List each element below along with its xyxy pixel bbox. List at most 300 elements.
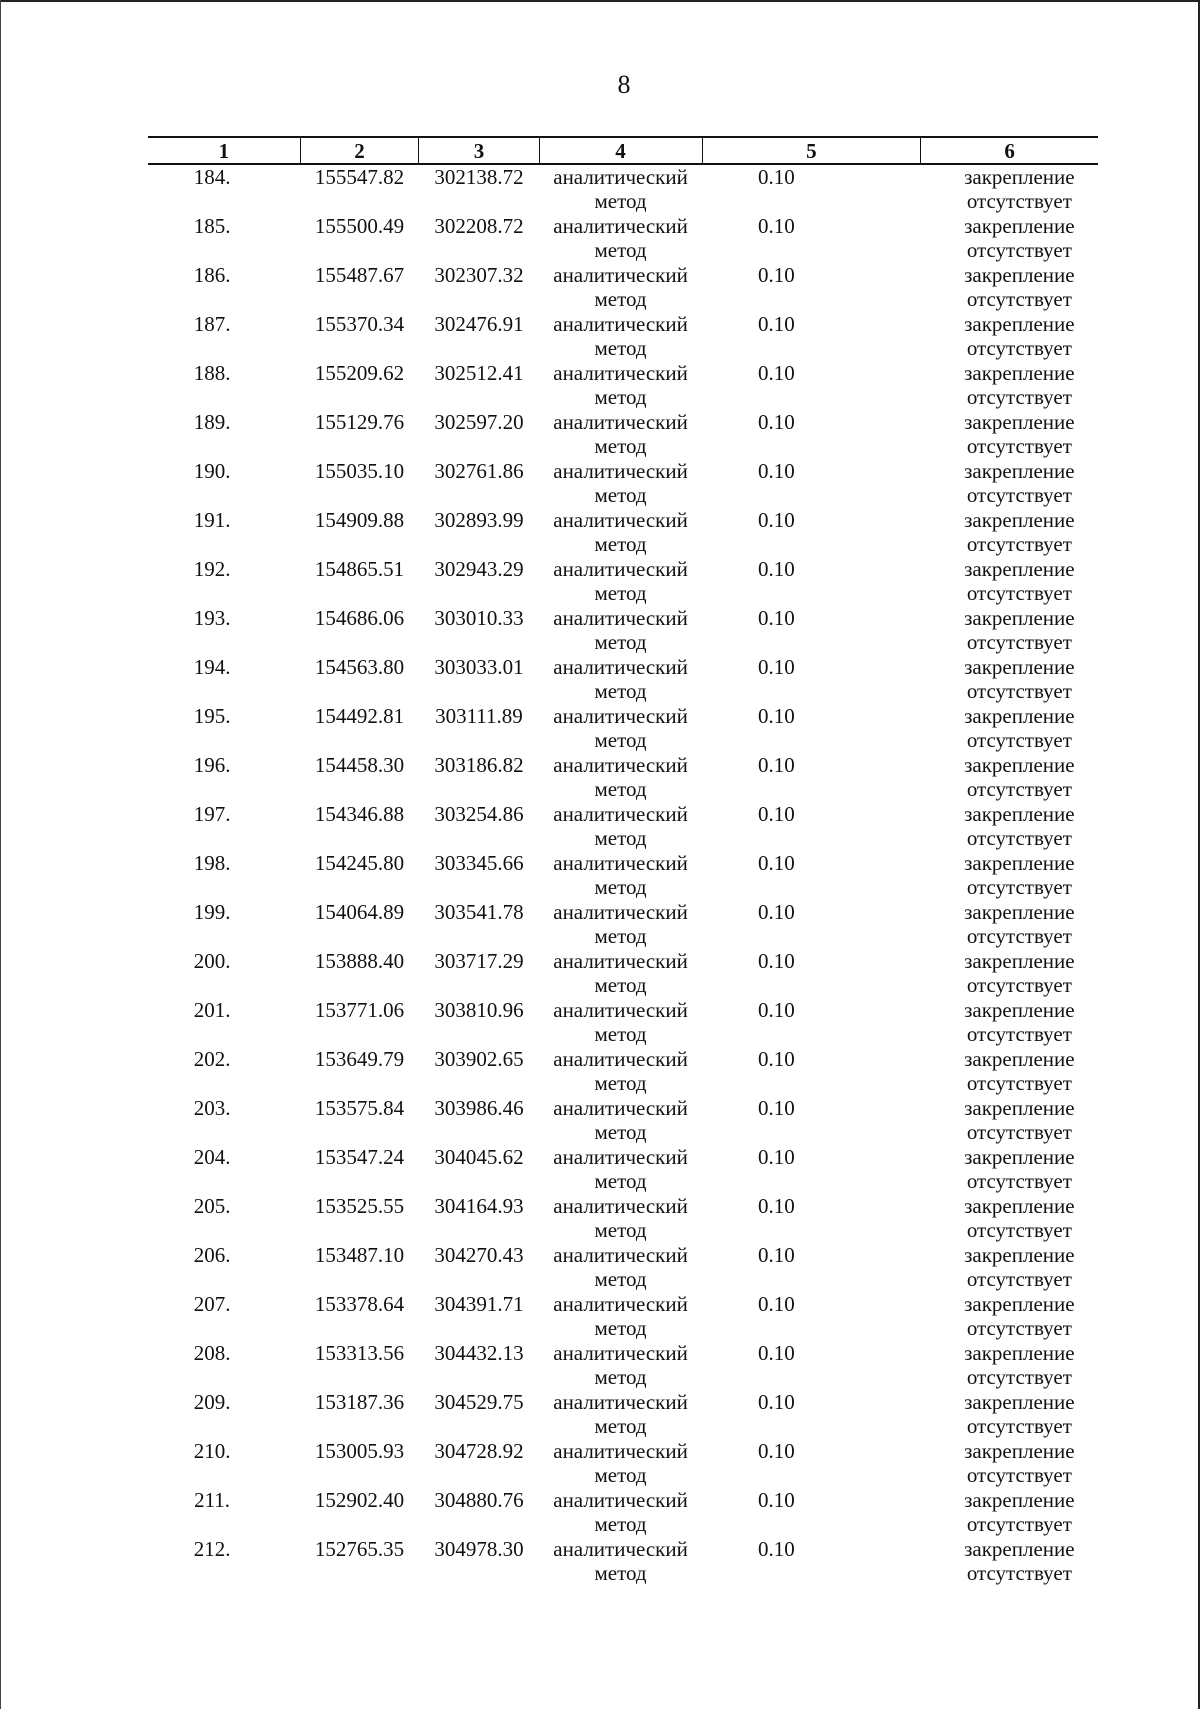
method-line-1: аналитический [553, 606, 688, 630]
point-number: 192. [193, 557, 231, 581]
coord-x: 155209.62 [314, 361, 405, 385]
method-line-2: метод [594, 189, 647, 213]
method-line-1: аналитический [553, 851, 688, 875]
method-cell [539, 1194, 702, 1243]
fixing-line-1: закрепление [964, 802, 1075, 826]
method-cell [539, 361, 702, 410]
fixing-line-2: отсутствует [966, 924, 1072, 948]
coordinates-table [148, 136, 1098, 1586]
method-cell [539, 1047, 702, 1096]
coord-y: 303902.65 [434, 1047, 524, 1071]
coord-y: 303541.78 [434, 900, 524, 924]
fixing-line-2: отсутствует [966, 336, 1072, 360]
header-row [148, 137, 1098, 164]
fixing-line-2: отсутствует [966, 777, 1072, 801]
fixing-line-2: отсутствует [966, 434, 1072, 458]
point-number: 199. [193, 900, 231, 924]
coord-x: 154346.88 [314, 802, 405, 826]
method-line-2: метод [594, 679, 647, 703]
coord-y: 304880.76 [434, 1488, 524, 1512]
fixing-cell [921, 164, 1098, 214]
accuracy: 0.10 [758, 655, 795, 679]
accuracy: 0.10 [758, 753, 795, 777]
point-number: 210. [193, 1439, 231, 1463]
coord-x: 153005.93 [314, 1439, 405, 1463]
table-row [148, 1047, 1098, 1096]
header-col-3: 3 [419, 137, 539, 164]
accuracy: 0.10 [758, 998, 795, 1022]
accuracy: 0.10 [758, 1047, 795, 1071]
coord-y: 303986.46 [434, 1096, 524, 1120]
fixing-line-1: закрепление [964, 1096, 1075, 1120]
table-row [148, 1439, 1098, 1488]
method-line-1: аналитический [553, 165, 688, 189]
coord-x: 155370.34 [314, 312, 405, 336]
point-number: 193. [193, 606, 231, 630]
accuracy: 0.10 [758, 410, 795, 434]
fixing-line-2: отсутствует [966, 630, 1072, 654]
point-number: 186. [193, 263, 231, 287]
table-body [148, 164, 1098, 1586]
method-line-1: аналитический [553, 312, 688, 336]
table-row [148, 1145, 1098, 1194]
coord-x: 153487.10 [314, 1243, 405, 1267]
coord-y: 304529.75 [434, 1390, 524, 1414]
accuracy: 0.10 [758, 214, 795, 238]
method-cell [539, 606, 702, 655]
coord-y: 302943.29 [434, 557, 524, 581]
fixing-line-2: отсутствует [966, 826, 1072, 850]
fixing-line-2: отсутствует [966, 1218, 1072, 1242]
point-number: 189. [193, 410, 231, 434]
coord-y: 302761.86 [434, 459, 524, 483]
accuracy: 0.10 [758, 1537, 795, 1561]
point-number: 194. [193, 655, 231, 679]
coord-y: 302208.72 [434, 214, 524, 238]
method-cell [539, 1292, 702, 1341]
point-number: 191. [193, 508, 231, 532]
page-border-left [0, 0, 1, 1709]
method-cell [539, 1537, 702, 1586]
method-cell [539, 1439, 702, 1488]
fixing-cell [921, 1292, 1098, 1341]
method-line-2: метод [594, 777, 647, 801]
table-row [148, 410, 1098, 459]
accuracy: 0.10 [758, 165, 795, 189]
table-row [148, 1096, 1098, 1145]
point-number: 201. [193, 998, 231, 1022]
coord-x: 153888.40 [314, 949, 405, 973]
fixing-line-2: отсутствует [966, 1414, 1072, 1438]
point-number: 212. [193, 1537, 231, 1561]
method-line-1: аналитический [553, 410, 688, 434]
table-row [148, 1488, 1098, 1537]
fixing-line-1: закрепление [964, 1537, 1075, 1561]
table-row [148, 312, 1098, 361]
method-cell [539, 802, 702, 851]
header-col-4: 4 [539, 137, 702, 164]
coord-x: 154492.81 [314, 704, 405, 728]
fixing-cell [921, 704, 1098, 753]
point-number: 187. [193, 312, 231, 336]
fixing-line-2: отсутствует [966, 1463, 1072, 1487]
coord-y: 304728.92 [434, 1439, 524, 1463]
fixing-line-1: закрепление [964, 214, 1075, 238]
accuracy: 0.10 [758, 459, 795, 483]
fixing-line-2: отсутствует [966, 679, 1072, 703]
method-cell [539, 164, 702, 214]
accuracy: 0.10 [758, 1194, 795, 1218]
fixing-line-1: закрепление [964, 263, 1075, 287]
fixing-cell [921, 606, 1098, 655]
method-line-1: аналитический [553, 361, 688, 385]
header-col-6: 6 [921, 137, 1098, 164]
method-line-1: аналитический [553, 802, 688, 826]
accuracy: 0.10 [758, 851, 795, 875]
coord-y: 302512.41 [434, 361, 524, 385]
accuracy: 0.10 [758, 1390, 795, 1414]
method-cell [539, 704, 702, 753]
coord-x: 155487.67 [314, 263, 405, 287]
method-cell [539, 998, 702, 1047]
coord-y: 303111.89 [435, 704, 523, 728]
page-number: 8 [617, 70, 631, 99]
fixing-line-2: отсутствует [966, 1316, 1072, 1340]
method-cell [539, 214, 702, 263]
fixing-line-2: отсутствует [966, 189, 1072, 213]
fixing-line-2: отсутствует [966, 1022, 1072, 1046]
method-line-1: аналитический [553, 998, 688, 1022]
fixing-cell [921, 802, 1098, 851]
method-line-2: метод [594, 973, 647, 997]
fixing-line-1: закрепление [964, 361, 1075, 385]
table-header [148, 137, 1098, 164]
fixing-line-1: закрепление [964, 1194, 1075, 1218]
method-line-1: аналитический [553, 1488, 688, 1512]
fixing-line-1: закрепление [964, 998, 1075, 1022]
fixing-cell [921, 214, 1098, 263]
fixing-cell [921, 753, 1098, 802]
coord-x: 153575.84 [314, 1096, 405, 1120]
point-number: 204. [193, 1145, 231, 1169]
coord-y: 304391.71 [434, 1292, 524, 1316]
fixing-line-1: закрепление [964, 1292, 1075, 1316]
coord-x: 153313.56 [314, 1341, 405, 1365]
coord-y: 304432.13 [434, 1341, 524, 1365]
coord-y: 303254.86 [434, 802, 524, 826]
fixing-cell [921, 1537, 1098, 1586]
table-row [148, 949, 1098, 998]
accuracy: 0.10 [758, 361, 795, 385]
method-line-1: аналитический [553, 1145, 688, 1169]
method-line-2: метод [594, 630, 647, 654]
fixing-line-2: отсутствует [966, 238, 1072, 262]
method-cell [539, 557, 702, 606]
coord-y: 302597.20 [434, 410, 524, 434]
fixing-line-1: закрепление [964, 704, 1075, 728]
method-line-1: аналитический [553, 1439, 688, 1463]
fixing-line-1: закрепление [964, 508, 1075, 532]
accuracy: 0.10 [758, 802, 795, 826]
coord-x: 155547.82 [314, 165, 405, 189]
method-line-1: аналитический [553, 1341, 688, 1365]
accuracy: 0.10 [758, 263, 795, 287]
fixing-line-1: закрепление [964, 312, 1075, 336]
accuracy: 0.10 [758, 1488, 795, 1512]
fixing-line-2: отсутствует [966, 875, 1072, 899]
fixing-line-2: отсутствует [966, 1120, 1072, 1144]
method-line-2: метод [594, 826, 647, 850]
method-cell [539, 1488, 702, 1537]
fixing-line-1: закрепление [964, 459, 1075, 483]
coord-x: 154458.30 [314, 753, 405, 777]
table-row [148, 557, 1098, 606]
method-line-1: аналитический [553, 704, 688, 728]
method-line-1: аналитический [553, 1096, 688, 1120]
coord-y: 304270.43 [434, 1243, 524, 1267]
fixing-cell [921, 459, 1098, 508]
point-number: 206. [193, 1243, 231, 1267]
method-line-2: метод [594, 287, 647, 311]
fixing-line-2: отсутствует [966, 973, 1072, 997]
fixing-line-2: отсутствует [966, 385, 1072, 409]
method-line-2: метод [594, 1169, 647, 1193]
table-row [148, 1390, 1098, 1439]
method-line-2: метод [594, 532, 647, 556]
method-line-1: аналитический [553, 557, 688, 581]
method-line-1: аналитический [553, 753, 688, 777]
coord-y: 303186.82 [434, 753, 524, 777]
point-number: 184. [193, 165, 231, 189]
point-number: 202. [193, 1047, 231, 1071]
coord-x: 152902.40 [314, 1488, 405, 1512]
table-row [148, 998, 1098, 1047]
coord-x: 152765.35 [314, 1537, 405, 1561]
header-col-1: 1 [148, 137, 300, 164]
fixing-line-2: отсутствует [966, 1512, 1072, 1536]
fixing-line-2: отсутствует [966, 1267, 1072, 1291]
point-number: 196. [193, 753, 231, 777]
method-line-1: аналитический [553, 508, 688, 532]
method-cell [539, 655, 702, 704]
method-line-2: метод [594, 1414, 647, 1438]
point-number: 190. [193, 459, 231, 483]
method-line-2: метод [594, 875, 647, 899]
fixing-line-1: закрепление [964, 1047, 1075, 1071]
method-line-1: аналитический [553, 459, 688, 483]
fixing-cell [921, 1390, 1098, 1439]
method-line-2: метод [594, 1561, 647, 1585]
table-row [148, 1194, 1098, 1243]
method-line-1: аналитический [553, 1390, 688, 1414]
accuracy: 0.10 [758, 508, 795, 532]
method-cell [539, 900, 702, 949]
table-row [148, 263, 1098, 312]
method-line-2: метод [594, 434, 647, 458]
fixing-line-1: закрепление [964, 165, 1075, 189]
fixing-line-1: закрепление [964, 753, 1075, 777]
coord-y: 304164.93 [434, 1194, 524, 1218]
method-line-2: метод [594, 483, 647, 507]
fixing-line-1: закрепление [964, 1341, 1075, 1365]
method-line-1: аналитический [553, 655, 688, 679]
coord-x: 154563.80 [314, 655, 405, 679]
point-number: 198. [193, 851, 231, 875]
coord-x: 155500.49 [314, 214, 405, 238]
fixing-line-2: отсутствует [966, 532, 1072, 556]
fixing-cell [921, 1145, 1098, 1194]
fixing-line-1: закрепление [964, 900, 1075, 924]
fixing-cell [921, 1194, 1098, 1243]
table-row [148, 900, 1098, 949]
fixing-cell [921, 312, 1098, 361]
method-line-1: аналитический [553, 214, 688, 238]
method-cell [539, 1243, 702, 1292]
coord-x: 155129.76 [314, 410, 405, 434]
method-line-1: аналитический [553, 1047, 688, 1071]
point-number: 200. [193, 949, 231, 973]
point-number: 205. [193, 1194, 231, 1218]
coord-y: 303810.96 [434, 998, 524, 1022]
coord-y: 303033.01 [434, 655, 524, 679]
accuracy: 0.10 [758, 1243, 795, 1267]
fixing-cell [921, 1488, 1098, 1537]
coord-y: 303345.66 [434, 851, 524, 875]
fixing-line-1: закрепление [964, 1390, 1075, 1414]
fixing-cell [921, 851, 1098, 900]
coord-y: 302476.91 [434, 312, 524, 336]
coord-x: 153525.55 [314, 1194, 405, 1218]
coord-x: 153187.36 [314, 1390, 405, 1414]
table-row [148, 655, 1098, 704]
coord-y: 304045.62 [434, 1145, 524, 1169]
accuracy: 0.10 [758, 949, 795, 973]
table-row [148, 1341, 1098, 1390]
method-line-1: аналитический [553, 1292, 688, 1316]
fixing-line-1: закрепление [964, 851, 1075, 875]
accuracy: 0.10 [758, 1145, 795, 1169]
fixing-line-1: закрепление [964, 557, 1075, 581]
coord-y: 303010.33 [434, 606, 524, 630]
coord-x: 153649.79 [314, 1047, 405, 1071]
method-line-2: метод [594, 336, 647, 360]
table-row [148, 1537, 1098, 1586]
method-line-2: метод [594, 1218, 647, 1242]
method-line-2: метод [594, 924, 647, 948]
accuracy: 0.10 [758, 606, 795, 630]
method-cell [539, 949, 702, 998]
coord-y: 302138.72 [434, 165, 524, 189]
method-cell [539, 1145, 702, 1194]
fixing-cell [921, 998, 1098, 1047]
fixing-line-2: отсутствует [966, 1561, 1072, 1585]
fixing-cell [921, 1439, 1098, 1488]
table-row [148, 753, 1098, 802]
method-line-1: аналитический [553, 263, 688, 287]
fixing-cell [921, 949, 1098, 998]
table-row [148, 361, 1098, 410]
method-line-2: метод [594, 1120, 647, 1144]
fixing-line-1: закрепление [964, 1488, 1075, 1512]
coord-y: 302893.99 [434, 508, 524, 532]
coord-y: 304978.30 [434, 1537, 524, 1561]
method-line-2: метод [594, 238, 647, 262]
fixing-cell [921, 900, 1098, 949]
table-row [148, 164, 1098, 214]
coord-x: 155035.10 [314, 459, 405, 483]
accuracy: 0.10 [758, 1341, 795, 1365]
fixing-line-2: отсутствует [966, 581, 1072, 605]
fixing-line-1: закрепление [964, 606, 1075, 630]
method-cell [539, 1341, 702, 1390]
fixing-line-2: отсутствует [966, 1365, 1072, 1389]
method-line-2: метод [594, 581, 647, 605]
method-line-1: аналитический [553, 1194, 688, 1218]
fixing-cell [921, 1341, 1098, 1390]
method-line-1: аналитический [553, 1537, 688, 1561]
method-line-1: аналитический [553, 900, 688, 924]
coord-x: 154865.51 [314, 557, 405, 581]
fixing-cell [921, 1047, 1098, 1096]
coord-y: 302307.32 [434, 263, 524, 287]
accuracy: 0.10 [758, 557, 795, 581]
table-row [148, 704, 1098, 753]
method-line-2: метод [594, 1365, 647, 1389]
method-line-1: аналитический [553, 949, 688, 973]
fixing-line-2: отсутствует [966, 1169, 1072, 1193]
header-col-2: 2 [300, 137, 419, 164]
point-number: 188. [193, 361, 231, 385]
fixing-line-1: закрепление [964, 949, 1075, 973]
fixing-line-1: закрепление [964, 1145, 1075, 1169]
table-row [148, 508, 1098, 557]
fixing-cell [921, 508, 1098, 557]
fixing-cell [921, 410, 1098, 459]
fixing-line-1: закрепление [964, 410, 1075, 434]
point-number: 211. [194, 1488, 231, 1512]
table-row [148, 851, 1098, 900]
method-line-2: метод [594, 1512, 647, 1536]
accuracy: 0.10 [758, 704, 795, 728]
point-number: 209. [193, 1390, 231, 1414]
point-number: 195. [193, 704, 231, 728]
fixing-cell [921, 1096, 1098, 1145]
fixing-cell [921, 263, 1098, 312]
coord-x: 154245.80 [314, 851, 405, 875]
page-border-top [0, 0, 1200, 2]
header-col-5: 5 [702, 137, 921, 164]
accuracy: 0.10 [758, 1096, 795, 1120]
method-cell [539, 312, 702, 361]
method-line-2: метод [594, 1022, 647, 1046]
method-line-2: метод [594, 1071, 647, 1095]
point-number: 208. [193, 1341, 231, 1365]
fixing-cell [921, 361, 1098, 410]
fixing-line-2: отсутствует [966, 287, 1072, 311]
table-row [148, 1243, 1098, 1292]
method-cell [539, 851, 702, 900]
fixing-line-2: отсутствует [966, 1071, 1072, 1095]
accuracy: 0.10 [758, 900, 795, 924]
fixing-line-1: закрепление [964, 1243, 1075, 1267]
accuracy: 0.10 [758, 1439, 795, 1463]
table-row [148, 459, 1098, 508]
coord-x: 153771.06 [314, 998, 405, 1022]
fixing-line-1: закрепление [964, 655, 1075, 679]
method-cell [539, 1390, 702, 1439]
coord-x: 153378.64 [314, 1292, 405, 1316]
method-cell [539, 263, 702, 312]
